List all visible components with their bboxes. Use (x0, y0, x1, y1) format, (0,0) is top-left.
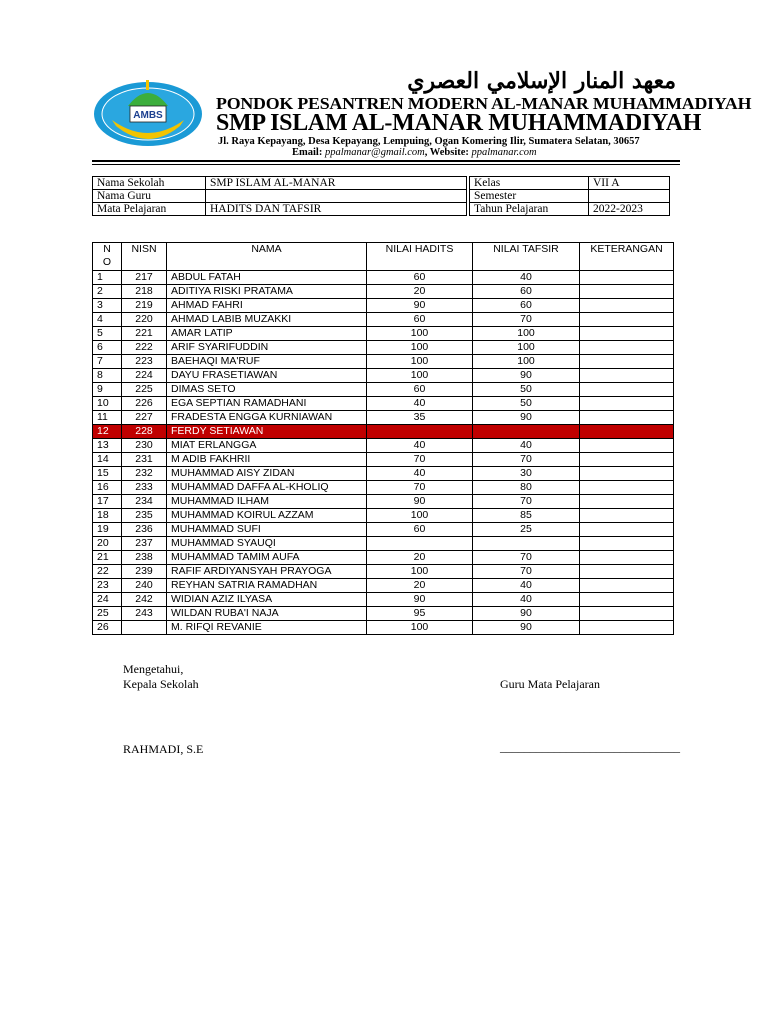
acknowledged-label: Mengetahui, (123, 662, 184, 676)
row-tafsir: 40 (473, 579, 580, 593)
row-tafsir: 25 (473, 523, 580, 537)
row-nisn: 222 (122, 341, 167, 355)
row-keterangan (580, 285, 674, 299)
col-header-no: N O (93, 243, 122, 271)
grades-table (92, 242, 674, 635)
header-rule-thin (92, 164, 680, 165)
row-name: MUHAMMAD DAFFA AL-KHOLIQ (167, 481, 367, 495)
row-hadits: 60 (367, 523, 473, 537)
row-number: 9 (93, 383, 122, 397)
row-keterangan (580, 509, 674, 523)
row-nisn: 223 (122, 355, 167, 369)
row-keterangan (580, 467, 674, 481)
letterhead (92, 68, 752, 160)
row-nisn: 217 (122, 271, 167, 285)
row-keterangan (580, 369, 674, 383)
row-nisn: 230 (122, 439, 167, 453)
info-row (93, 177, 467, 190)
table-header-row (93, 243, 674, 271)
row-nisn: 220 (122, 313, 167, 327)
row-number: 22 (93, 565, 122, 579)
row-nisn (122, 621, 167, 635)
row-tafsir: 40 (473, 271, 580, 285)
col-header-nisn: NISN (122, 243, 167, 271)
table-row (93, 327, 674, 341)
table-row (93, 551, 674, 565)
principal-title: Kepala Sekolah (123, 677, 199, 691)
row-hadits: 100 (367, 369, 473, 383)
row-nisn: 221 (122, 327, 167, 341)
row-number: 8 (93, 369, 122, 383)
row-keterangan (580, 397, 674, 411)
school-logo (92, 76, 204, 148)
info-row (93, 190, 467, 203)
arabic-title: معهد المنار الإسلامي العصري (407, 68, 676, 94)
row-name: DIMAS SETO (167, 383, 367, 397)
info-row (470, 203, 670, 216)
row-tafsir: 50 (473, 383, 580, 397)
info-label: Semester (470, 190, 589, 203)
table-row (93, 537, 674, 551)
info-row (470, 177, 670, 190)
row-keterangan (580, 593, 674, 607)
row-number: 2 (93, 285, 122, 299)
row-number: 20 (93, 537, 122, 551)
row-keterangan (580, 271, 674, 285)
row-keterangan (580, 565, 674, 579)
table-row (93, 411, 674, 425)
row-hadits (367, 425, 473, 439)
row-hadits: 60 (367, 271, 473, 285)
table-row (93, 495, 674, 509)
table-row (93, 593, 674, 607)
row-nisn: 234 (122, 495, 167, 509)
table-row (93, 481, 674, 495)
row-hadits: 90 (367, 593, 473, 607)
row-number: 4 (93, 313, 122, 327)
school-address: Jl. Raya Kepayang, Desa Kepayang, Lempuing, Ogan Komering Ilir, Sumatera Selatan, 30657 (218, 136, 640, 147)
row-hadits: 95 (367, 607, 473, 621)
row-hadits: 100 (367, 327, 473, 341)
table-row (93, 341, 674, 355)
school-info-table (92, 176, 467, 216)
table-row (93, 355, 674, 369)
info-row (470, 190, 670, 203)
row-tafsir: 90 (473, 411, 580, 425)
table-row (93, 425, 674, 439)
institution-name: PONDOK PESANTREN MODERN AL-MANAR MUHAMMADIYAH (216, 94, 752, 113)
row-hadits: 100 (367, 355, 473, 369)
row-nisn: 239 (122, 565, 167, 579)
row-number: 12 (93, 425, 122, 439)
principal-name: RAHMADI, S.E (123, 742, 204, 756)
row-keterangan (580, 313, 674, 327)
row-tafsir: 40 (473, 439, 580, 453)
row-nisn: 231 (122, 453, 167, 467)
row-name: DAYU FRASETIAWAN (167, 369, 367, 383)
row-name: EGA SEPTIAN RAMADHANI (167, 397, 367, 411)
row-nisn: 235 (122, 509, 167, 523)
row-name: AMAR LATIP (167, 327, 367, 341)
row-nisn: 242 (122, 593, 167, 607)
row-number: 3 (93, 299, 122, 313)
row-number: 24 (93, 593, 122, 607)
table-row (93, 565, 674, 579)
table-row (93, 621, 674, 635)
row-keterangan (580, 383, 674, 397)
table-row (93, 313, 674, 327)
row-keterangan (580, 579, 674, 593)
row-tafsir: 85 (473, 509, 580, 523)
row-name: WILDAN RUBA'I NAJA (167, 607, 367, 621)
school-name: SMP ISLAM AL-MANAR MUHAMMADIYAH (216, 110, 702, 136)
row-hadits: 20 (367, 551, 473, 565)
row-nisn: 227 (122, 411, 167, 425)
row-number: 6 (93, 341, 122, 355)
row-nisn: 236 (122, 523, 167, 537)
header-rule-thick (92, 160, 680, 162)
row-name: MUHAMMAD SYAUQI (167, 537, 367, 551)
row-nisn: 243 (122, 607, 167, 621)
table-row (93, 607, 674, 621)
row-keterangan (580, 607, 674, 621)
row-tafsir: 70 (473, 495, 580, 509)
table-row (93, 523, 674, 537)
table-row (93, 467, 674, 481)
row-keterangan (580, 481, 674, 495)
row-hadits: 40 (367, 467, 473, 481)
teacher-title: Guru Mata Pelajaran (500, 677, 600, 691)
row-name: MIAT ERLANGGA (167, 439, 367, 453)
row-hadits: 70 (367, 453, 473, 467)
col-header-nama: NAMA (167, 243, 367, 271)
row-name: FERDY SETIAWAN (167, 425, 367, 439)
row-number: 5 (93, 327, 122, 341)
row-hadits: 60 (367, 383, 473, 397)
row-nisn: 228 (122, 425, 167, 439)
row-name: M. RIFQI REVANIE (167, 621, 367, 635)
row-tafsir: 80 (473, 481, 580, 495)
row-hadits: 35 (367, 411, 473, 425)
row-nisn: 226 (122, 397, 167, 411)
website-link[interactable]: ppalmanar.com (471, 147, 537, 158)
row-nisn: 233 (122, 481, 167, 495)
row-tafsir: 70 (473, 551, 580, 565)
row-number: 17 (93, 495, 122, 509)
col-header-keterangan: KETERANGAN (580, 243, 674, 271)
row-tafsir: 90 (473, 621, 580, 635)
table-row (93, 271, 674, 285)
row-keterangan (580, 439, 674, 453)
info-label: Nama Sekolah (93, 177, 206, 190)
grades-body (93, 271, 674, 635)
row-keterangan (580, 327, 674, 341)
row-keterangan (580, 411, 674, 425)
row-name: MUHAMMAD SUFI (167, 523, 367, 537)
contact-line (292, 147, 672, 158)
row-name: MUHAMMAD TAMIM AUFA (167, 551, 367, 565)
row-hadits: 40 (367, 397, 473, 411)
info-label: Tahun Pelajaran (470, 203, 589, 216)
row-number: 18 (93, 509, 122, 523)
row-name: ABDUL FATAH (167, 271, 367, 285)
row-nisn: 224 (122, 369, 167, 383)
row-nisn: 240 (122, 579, 167, 593)
row-tafsir: 30 (473, 467, 580, 481)
info-value: HADITS DAN TAFSIR (206, 203, 467, 216)
info-value: 2022-2023 (589, 203, 670, 216)
row-name: ARIF SYARIFUDDIN (167, 341, 367, 355)
row-tafsir: 40 (473, 593, 580, 607)
col-header-hadits: NILAI HADITS (367, 243, 473, 271)
info-value (589, 190, 670, 203)
row-number: 7 (93, 355, 122, 369)
row-nisn: 232 (122, 467, 167, 481)
row-name: M ADIB FAKHRII (167, 453, 367, 467)
row-tafsir (473, 425, 580, 439)
row-keterangan (580, 299, 674, 313)
row-hadits (367, 537, 473, 551)
email-label: Email: (292, 147, 323, 158)
table-row (93, 509, 674, 523)
row-number: 13 (93, 439, 122, 453)
row-hadits: 90 (367, 299, 473, 313)
svg-text:AMBS: AMBS (133, 110, 163, 121)
row-keterangan (580, 621, 674, 635)
row-keterangan (580, 495, 674, 509)
row-name: BAEHAQI MA'RUF (167, 355, 367, 369)
row-tafsir: 60 (473, 285, 580, 299)
info-value: SMP ISLAM AL-MANAR (206, 177, 467, 190)
row-tafsir: 70 (473, 313, 580, 327)
row-number: 19 (93, 523, 122, 537)
table-row (93, 299, 674, 313)
row-hadits: 20 (367, 285, 473, 299)
row-number: 25 (93, 607, 122, 621)
row-tafsir: 100 (473, 355, 580, 369)
info-row (93, 203, 467, 216)
row-number: 23 (93, 579, 122, 593)
row-number: 1 (93, 271, 122, 285)
row-tafsir: 50 (473, 397, 580, 411)
info-label: Kelas (470, 177, 589, 190)
row-name: AHMAD LABIB MUZAKKI (167, 313, 367, 327)
row-hadits: 20 (367, 579, 473, 593)
row-number: 10 (93, 397, 122, 411)
row-keterangan (580, 523, 674, 537)
row-hadits: 100 (367, 621, 473, 635)
row-name: AHMAD FAHRI (167, 299, 367, 313)
row-number: 11 (93, 411, 122, 425)
table-row (93, 397, 674, 411)
row-hadits: 90 (367, 495, 473, 509)
row-nisn: 218 (122, 285, 167, 299)
row-nisn: 237 (122, 537, 167, 551)
row-number: 16 (93, 481, 122, 495)
info-label: Mata Pelajaran (93, 203, 206, 216)
table-row (93, 453, 674, 467)
row-name: RAFIF ARDIYANSYAH PRAYOGA (167, 565, 367, 579)
row-tafsir: 100 (473, 341, 580, 355)
row-name: MUHAMMAD ILHAM (167, 495, 367, 509)
row-tafsir: 100 (473, 327, 580, 341)
info-label: Nama Guru (93, 190, 206, 203)
teacher-signature-line: ______________________________ (500, 740, 680, 754)
table-row (93, 439, 674, 453)
row-hadits: 70 (367, 481, 473, 495)
email-link[interactable]: ppalmanar@gmail.com (324, 147, 425, 158)
row-tafsir: 70 (473, 453, 580, 467)
row-hadits: 40 (367, 439, 473, 453)
table-row (93, 579, 674, 593)
table-row (93, 285, 674, 299)
col-header-tafsir: NILAI TAFSIR (473, 243, 580, 271)
row-keterangan (580, 453, 674, 467)
row-keterangan (580, 425, 674, 439)
row-name: FRADESTA ENGGA KURNIAWAN (167, 411, 367, 425)
row-name: WIDIAN AZIZ ILYASA (167, 593, 367, 607)
row-nisn: 238 (122, 551, 167, 565)
row-number: 21 (93, 551, 122, 565)
row-number: 15 (93, 467, 122, 481)
table-row (93, 383, 674, 397)
row-keterangan (580, 537, 674, 551)
row-name: REYHAN SATRIA RAMADHAN (167, 579, 367, 593)
table-row (93, 369, 674, 383)
row-tafsir (473, 537, 580, 551)
row-tafsir: 90 (473, 369, 580, 383)
row-keterangan (580, 551, 674, 565)
row-keterangan (580, 341, 674, 355)
row-number: 14 (93, 453, 122, 467)
row-hadits: 100 (367, 565, 473, 579)
info-value: VII A (589, 177, 670, 190)
row-number: 26 (93, 621, 122, 635)
row-hadits: 100 (367, 509, 473, 523)
row-hadits: 100 (367, 341, 473, 355)
row-name: ADITIYA RISKI PRATAMA (167, 285, 367, 299)
row-name: MUHAMMAD KOIRUL AZZAM (167, 509, 367, 523)
row-nisn: 219 (122, 299, 167, 313)
row-tafsir: 70 (473, 565, 580, 579)
row-tafsir: 60 (473, 299, 580, 313)
row-hadits: 60 (367, 313, 473, 327)
row-name: MUHAMMAD AISY ZIDAN (167, 467, 367, 481)
row-tafsir: 90 (473, 607, 580, 621)
class-info-table (469, 176, 670, 216)
info-value (206, 190, 467, 203)
website-label: , Website: (424, 147, 469, 158)
row-keterangan (580, 355, 674, 369)
row-nisn: 225 (122, 383, 167, 397)
